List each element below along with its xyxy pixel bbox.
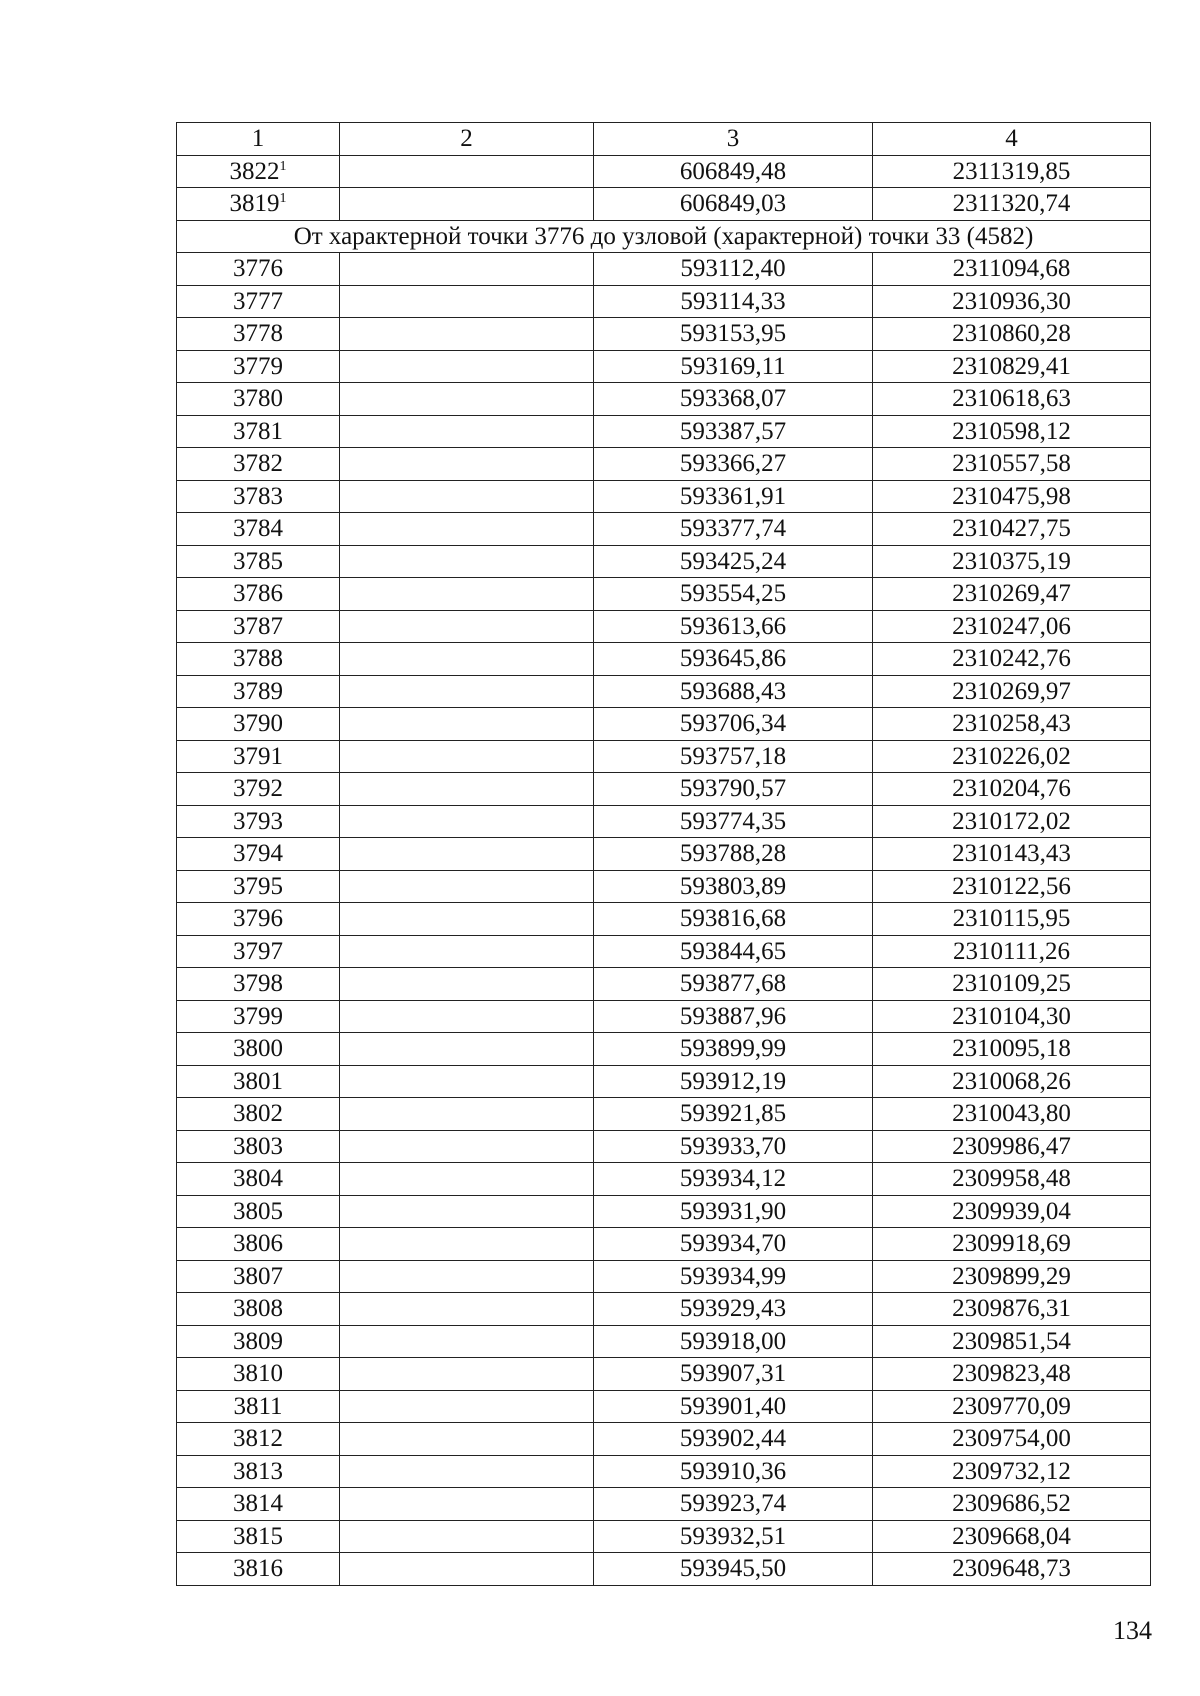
page-number: 134 (1113, 1616, 1152, 1645)
table-row (177, 1033, 1151, 1066)
table-body (177, 123, 1151, 1586)
y-coordinate-cell: 2310226,02 (873, 740, 1151, 773)
point-number-cell: 3800 (177, 1033, 340, 1066)
y-coordinate-cell: 2309770,09 (873, 1390, 1151, 1423)
x-coordinate-cell: 593934,70 (594, 1228, 873, 1261)
table-row (177, 253, 1151, 286)
point-number-cell: 3786 (177, 578, 340, 611)
col2-cell (340, 1455, 594, 1488)
x-coordinate-cell: 593931,90 (594, 1195, 873, 1228)
col2-cell (340, 513, 594, 546)
col2-cell (340, 1065, 594, 1098)
point-number-cell: 3794 (177, 838, 340, 871)
col2-cell (340, 1195, 594, 1228)
x-coordinate-cell: 593366,27 (594, 448, 873, 481)
table-row (177, 578, 1151, 611)
y-coordinate-cell: 2310598,12 (873, 415, 1151, 448)
point-number-cell: 3807 (177, 1260, 340, 1293)
col2-cell (340, 253, 594, 286)
x-coordinate-cell: 593790,57 (594, 773, 873, 806)
point-number-cell: 3802 (177, 1098, 340, 1131)
point-number-cell (177, 188, 340, 221)
point-number-cell: 3791 (177, 740, 340, 773)
y-coordinate-cell: 2310269,47 (873, 578, 1151, 611)
x-coordinate-cell: 593816,68 (594, 903, 873, 936)
table-row (177, 155, 1151, 188)
table-row (177, 480, 1151, 513)
col2-cell (340, 1390, 594, 1423)
col2-cell (340, 968, 594, 1001)
x-coordinate-cell: 593361,91 (594, 480, 873, 513)
table-row (177, 1228, 1151, 1261)
x-coordinate-cell: 593887,96 (594, 1000, 873, 1033)
y-coordinate-cell: 2310860,28 (873, 318, 1151, 351)
y-coordinate-cell: 2310618,63 (873, 383, 1151, 416)
x-coordinate-cell: 593923,74 (594, 1488, 873, 1521)
col2-cell (340, 545, 594, 578)
point-number-cell: 3809 (177, 1325, 340, 1358)
point-number-cell: 3806 (177, 1228, 340, 1261)
x-coordinate-cell: 593613,66 (594, 610, 873, 643)
point-number-cell: 3797 (177, 935, 340, 968)
table-row (177, 1000, 1151, 1033)
x-coordinate-cell: 593368,07 (594, 383, 873, 416)
table-row (177, 1163, 1151, 1196)
point-number-cell: 3788 (177, 643, 340, 676)
header-cell-4: 4 (873, 123, 1151, 156)
point-number-cell: 3787 (177, 610, 340, 643)
section-caption: От характерной точки 3776 до узловой (характерной) точки 33 (4582) (177, 220, 1151, 253)
point-number-cell: 3777 (177, 285, 340, 318)
point-number-superscript: 1 (279, 191, 287, 207)
col2-cell (340, 1488, 594, 1521)
y-coordinate-cell: 2309958,48 (873, 1163, 1151, 1196)
col2-cell (340, 1130, 594, 1163)
coordinates-table (176, 122, 1151, 1586)
y-coordinate-cell: 2309918,69 (873, 1228, 1151, 1261)
point-number-cell: 3784 (177, 513, 340, 546)
table-row (177, 350, 1151, 383)
table-row (177, 870, 1151, 903)
col2-cell (340, 1358, 594, 1391)
y-coordinate-cell: 2310068,26 (873, 1065, 1151, 1098)
x-coordinate-cell: 593945,50 (594, 1553, 873, 1586)
col2-cell (340, 805, 594, 838)
table-row (177, 1423, 1151, 1456)
y-coordinate-cell: 2310475,98 (873, 480, 1151, 513)
x-coordinate-cell: 593645,86 (594, 643, 873, 676)
x-coordinate-cell: 593387,57 (594, 415, 873, 448)
y-coordinate-cell: 2309686,52 (873, 1488, 1151, 1521)
x-coordinate-cell: 593803,89 (594, 870, 873, 903)
point-number-cell: 3783 (177, 480, 340, 513)
point-number-cell: 3812 (177, 1423, 340, 1456)
table-row (177, 1553, 1151, 1586)
header-cell-3: 3 (594, 123, 873, 156)
col2-cell (340, 415, 594, 448)
point-number-cell: 3810 (177, 1358, 340, 1391)
x-coordinate-cell: 593425,24 (594, 545, 873, 578)
x-coordinate-cell: 593112,40 (594, 253, 873, 286)
table-row (177, 675, 1151, 708)
x-coordinate-cell: 593929,43 (594, 1293, 873, 1326)
table-row (177, 773, 1151, 806)
table-row (177, 740, 1151, 773)
x-coordinate-cell: 593554,25 (594, 578, 873, 611)
y-coordinate-cell: 2310269,97 (873, 675, 1151, 708)
col2-cell (340, 1423, 594, 1456)
col2-cell (340, 935, 594, 968)
point-number-cell: 3813 (177, 1455, 340, 1488)
col2-cell (340, 1520, 594, 1553)
col2-cell (340, 675, 594, 708)
header-cell-2: 2 (340, 123, 594, 156)
col2-cell (340, 350, 594, 383)
table-row (177, 708, 1151, 741)
table-row (177, 968, 1151, 1001)
col2-cell (340, 480, 594, 513)
point-number-cell: 3780 (177, 383, 340, 416)
col2-cell (340, 383, 594, 416)
x-coordinate-cell: 593907,31 (594, 1358, 873, 1391)
col2-cell (340, 870, 594, 903)
y-coordinate-cell: 2310375,19 (873, 545, 1151, 578)
y-coordinate-cell: 2310247,06 (873, 610, 1151, 643)
y-coordinate-cell: 2310122,56 (873, 870, 1151, 903)
col2-cell (340, 1260, 594, 1293)
point-number-cell: 3808 (177, 1293, 340, 1326)
table-row (177, 1195, 1151, 1228)
table-row (177, 838, 1151, 871)
table-row (177, 545, 1151, 578)
y-coordinate-cell: 2309754,00 (873, 1423, 1151, 1456)
x-coordinate-cell: 593169,11 (594, 350, 873, 383)
point-number-cell: 3811 (177, 1390, 340, 1423)
x-coordinate-cell: 593153,95 (594, 318, 873, 351)
col2-cell (340, 773, 594, 806)
y-coordinate-cell: 2310204,76 (873, 773, 1151, 806)
col2-cell (340, 448, 594, 481)
y-coordinate-cell: 2309851,54 (873, 1325, 1151, 1358)
table-row (177, 188, 1151, 221)
table-row (177, 1455, 1151, 1488)
table-row (177, 285, 1151, 318)
x-coordinate-cell: 593912,19 (594, 1065, 873, 1098)
x-coordinate-cell: 593918,00 (594, 1325, 873, 1358)
point-number-cell: 3814 (177, 1488, 340, 1521)
table-row (177, 448, 1151, 481)
point-number-cell: 3803 (177, 1130, 340, 1163)
x-coordinate-cell: 593934,99 (594, 1260, 873, 1293)
point-number: 3819 (229, 190, 280, 218)
table-row (177, 1325, 1151, 1358)
table-row (177, 610, 1151, 643)
point-number-cell: 3781 (177, 415, 340, 448)
y-coordinate-cell: 2310258,43 (873, 708, 1151, 741)
col2-cell (340, 1163, 594, 1196)
col2-cell (340, 318, 594, 351)
y-coordinate-cell: 2310043,80 (873, 1098, 1151, 1131)
y-coordinate-cell: 2309876,31 (873, 1293, 1151, 1326)
point-number-cell: 3793 (177, 805, 340, 838)
point-number-cell: 3785 (177, 545, 340, 578)
table-row (177, 1130, 1151, 1163)
point-number-cell: 3795 (177, 870, 340, 903)
point-number-cell: 3799 (177, 1000, 340, 1033)
header-cell-1: 1 (177, 123, 340, 156)
point-number-superscript: 1 (279, 158, 287, 174)
y-coordinate-cell: 2311094,68 (873, 253, 1151, 286)
y-coordinate-cell: 2310104,30 (873, 1000, 1151, 1033)
x-coordinate-cell: 593933,70 (594, 1130, 873, 1163)
col2-cell (340, 643, 594, 676)
table-row (177, 1293, 1151, 1326)
point-number-cell: 3789 (177, 675, 340, 708)
y-coordinate-cell: 2310829,41 (873, 350, 1151, 383)
table-row (177, 513, 1151, 546)
x-coordinate-cell: 606849,03 (594, 188, 873, 221)
point-number-cell: 3792 (177, 773, 340, 806)
x-coordinate-cell: 593921,85 (594, 1098, 873, 1131)
y-coordinate-cell: 2309939,04 (873, 1195, 1151, 1228)
point-number-cell: 3804 (177, 1163, 340, 1196)
point-number-cell: 3790 (177, 708, 340, 741)
y-coordinate-cell: 2310172,02 (873, 805, 1151, 838)
col2-cell (340, 1228, 594, 1261)
col2-cell (340, 903, 594, 936)
col2-cell (340, 1098, 594, 1131)
table-row (177, 1098, 1151, 1131)
table-row (177, 1390, 1151, 1423)
y-coordinate-cell: 2310111,26 (873, 935, 1151, 968)
x-coordinate-cell: 593899,99 (594, 1033, 873, 1066)
y-coordinate-cell: 2309899,29 (873, 1260, 1151, 1293)
point-number-cell: 3776 (177, 253, 340, 286)
y-coordinate-cell: 2310242,76 (873, 643, 1151, 676)
point-number-cell: 3779 (177, 350, 340, 383)
x-coordinate-cell: 593706,34 (594, 708, 873, 741)
y-coordinate-cell: 2309732,12 (873, 1455, 1151, 1488)
point-number-cell (177, 155, 340, 188)
point-number-cell: 3778 (177, 318, 340, 351)
y-coordinate-cell: 2310143,43 (873, 838, 1151, 871)
point-number-cell: 3798 (177, 968, 340, 1001)
table-row (177, 1520, 1151, 1553)
col2-cell (340, 740, 594, 773)
y-coordinate-cell: 2310109,25 (873, 968, 1151, 1001)
y-coordinate-cell: 2310557,58 (873, 448, 1151, 481)
header-row (177, 123, 1151, 156)
table-row (177, 383, 1151, 416)
x-coordinate-cell: 593688,43 (594, 675, 873, 708)
y-coordinate-cell: 2309823,48 (873, 1358, 1151, 1391)
y-coordinate-cell: 2310936,30 (873, 285, 1151, 318)
y-coordinate-cell: 2309648,73 (873, 1553, 1151, 1586)
y-coordinate-cell: 2310095,18 (873, 1033, 1151, 1066)
y-coordinate-cell: 2311320,74 (873, 188, 1151, 221)
y-coordinate-cell: 2310427,75 (873, 513, 1151, 546)
col2-cell (340, 1325, 594, 1358)
section-caption-row (177, 220, 1151, 253)
table-row (177, 318, 1151, 351)
x-coordinate-cell: 593877,68 (594, 968, 873, 1001)
table-row (177, 903, 1151, 936)
col2-cell (340, 578, 594, 611)
x-coordinate-cell: 593377,74 (594, 513, 873, 546)
x-coordinate-cell: 593902,44 (594, 1423, 873, 1456)
x-coordinate-cell: 593788,28 (594, 838, 873, 871)
table-row (177, 1358, 1151, 1391)
point-number-cell: 3815 (177, 1520, 340, 1553)
x-coordinate-cell: 606849,48 (594, 155, 873, 188)
x-coordinate-cell: 593114,33 (594, 285, 873, 318)
point-number-cell: 3801 (177, 1065, 340, 1098)
y-coordinate-cell: 2310115,95 (873, 903, 1151, 936)
point-number: 3822 (229, 157, 280, 185)
x-coordinate-cell: 593774,35 (594, 805, 873, 838)
col2-cell (340, 188, 594, 221)
col2-cell (340, 1000, 594, 1033)
y-coordinate-cell: 2309668,04 (873, 1520, 1151, 1553)
x-coordinate-cell: 593844,65 (594, 935, 873, 968)
x-coordinate-cell: 593932,51 (594, 1520, 873, 1553)
col2-cell (340, 838, 594, 871)
y-coordinate-cell: 2309986,47 (873, 1130, 1151, 1163)
table-row (177, 1065, 1151, 1098)
col2-cell (340, 285, 594, 318)
col2-cell (340, 155, 594, 188)
x-coordinate-cell: 593910,36 (594, 1455, 873, 1488)
col2-cell (340, 1293, 594, 1326)
table-row (177, 805, 1151, 838)
x-coordinate-cell: 593934,12 (594, 1163, 873, 1196)
col2-cell (340, 1033, 594, 1066)
y-coordinate-cell: 2311319,85 (873, 155, 1151, 188)
point-number-cell: 3805 (177, 1195, 340, 1228)
point-number-cell: 3796 (177, 903, 340, 936)
point-number-cell: 3816 (177, 1553, 340, 1586)
table-row (177, 415, 1151, 448)
point-number-cell: 3782 (177, 448, 340, 481)
x-coordinate-cell: 593757,18 (594, 740, 873, 773)
col2-cell (340, 708, 594, 741)
table-row (177, 1260, 1151, 1293)
table-row (177, 643, 1151, 676)
table-row (177, 1488, 1151, 1521)
table-row (177, 935, 1151, 968)
x-coordinate-cell: 593901,40 (594, 1390, 873, 1423)
col2-cell (340, 1553, 594, 1586)
col2-cell (340, 610, 594, 643)
